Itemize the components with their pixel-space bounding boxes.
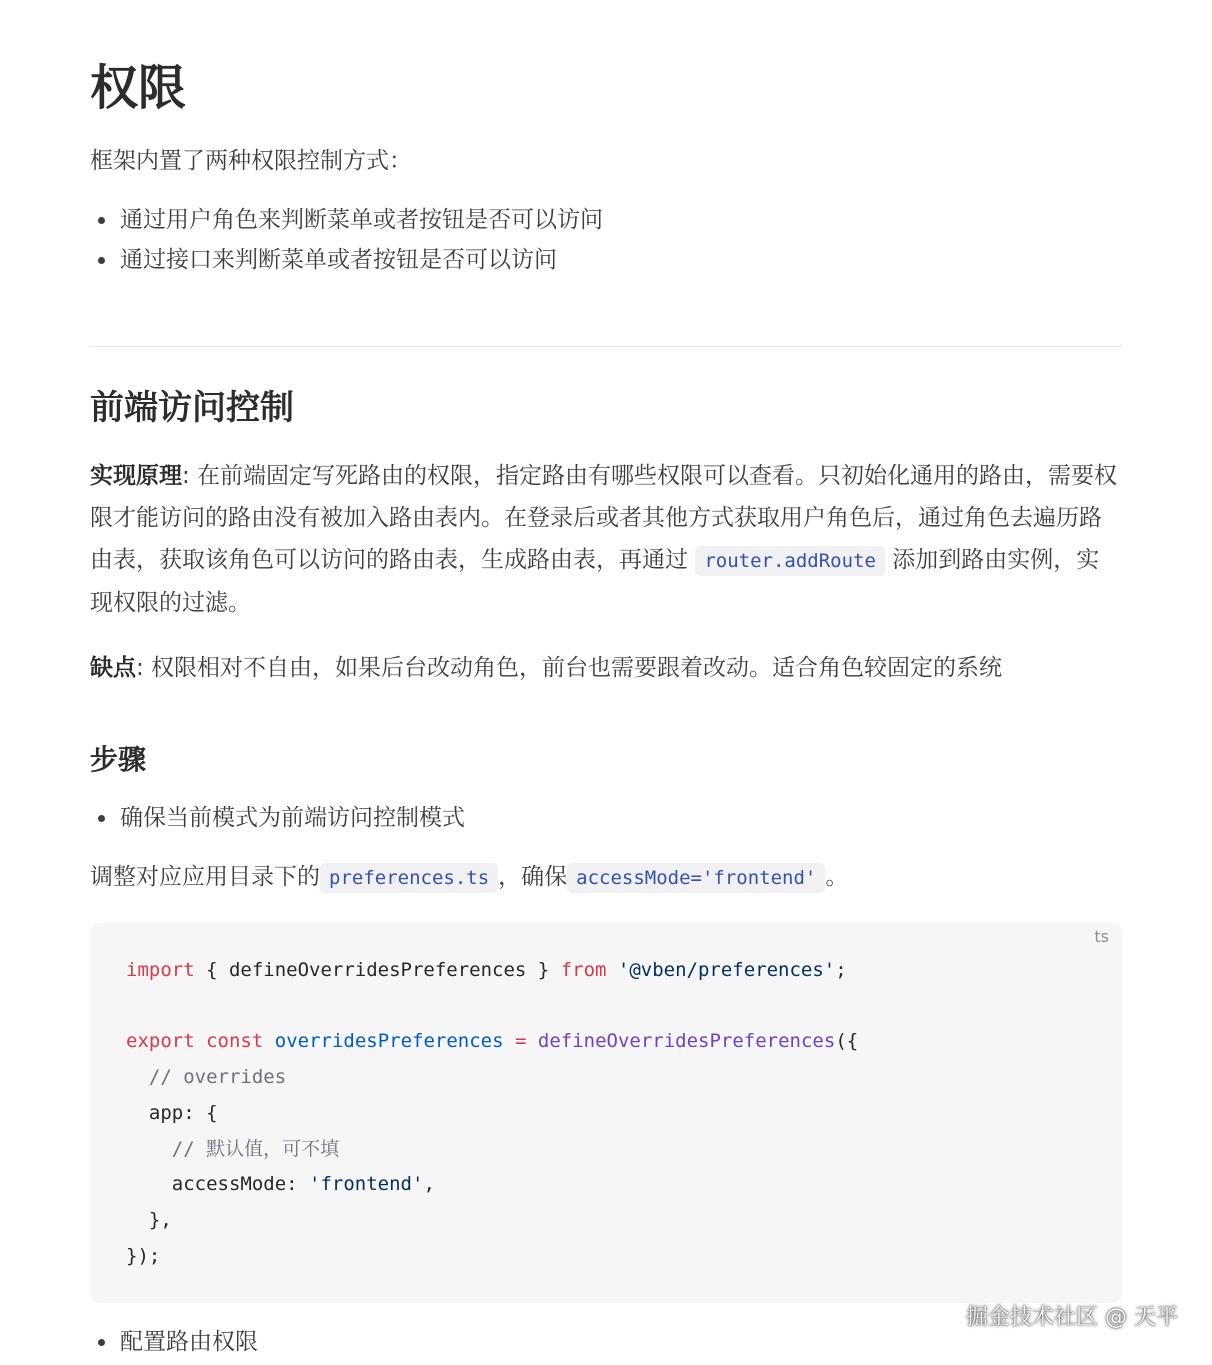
page-title: 权限 [90,60,187,116]
code-operator: = [514,1030,527,1053]
code-string: 'frontend' [309,1173,424,1196]
principle-text: : 在前端固定写死路由的权限，指定路由有哪些权限可以查看。只初始化通用的路由，需要权限才能访问的路由没有被加入路由表内。在登录后或者其他方式获取用户角色后，通过角色去遍历路由表，获取该角色可以访问的路由表，生成路由表，再通过 [90,463,1118,573]
code-function: defineOverridesPreferences [537,1030,836,1053]
adjust-text-end: 。 [825,864,849,890]
section-divider [90,346,1122,347]
drawback-paragraph [90,647,1002,689]
code-language-label: ts [1094,927,1109,946]
code-keyword: const [206,1030,264,1053]
principle-text-end: 添加到路由实例，实现权限的过滤。 [90,547,1100,616]
code-block[interactable] [90,923,1122,1303]
adjust-paragraph [90,856,848,899]
intro-list [90,200,603,280]
steps-list [90,798,465,838]
adjust-text-mid: ，确保 [498,864,568,890]
code-keyword: export [126,1030,195,1053]
drawback-text: : 权限相对不自由，如果后台改动角色，前台也需要跟着改动。适合角色较固定的系统 [136,655,1003,681]
code-comment: // overrides [148,1066,287,1089]
code-keyword: import [126,959,195,981]
steps-list-2 [90,1322,258,1362]
list-item: 通过接口来判断菜单或者按钮是否可以访问 [90,240,603,280]
code-comment: // 默认值，可不填 [171,1137,340,1160]
adjust-text: 调整对应应用目录下的 [90,864,320,890]
inline-code: accessMode='frontend' [567,863,825,893]
code-text: }); [126,1244,161,1267]
inline-code: preferences.ts [320,863,498,893]
list-item: 确保当前模式为前端访问控制模式 [90,798,465,838]
code-text: }, [148,1208,172,1231]
intro-paragraph: 框架内置了两种权限控制方式： [90,148,412,174]
code-text: ({ [835,1030,859,1053]
code-string: '@vben/preferences' [617,959,836,981]
steps-heading: 步骤 [90,743,147,776]
code-text: app: { [148,1101,218,1124]
code-content [126,953,858,1274]
code-text: { defineOverridesPreferences } [194,959,561,981]
inline-code: router.addRoute [695,546,885,576]
list-item: 配置路由权限 [90,1322,258,1362]
principle-paragraph [90,455,1122,624]
watermark: 掘金技术社区 @ 天平 [966,1305,1178,1330]
principle-label: 实现原理 [90,463,182,489]
section-heading: 前端访问控制 [90,388,294,428]
drawback-label: 缺点 [90,655,136,681]
list-item: 通过用户角色来判断菜单或者按钮是否可以访问 [90,200,603,240]
code-text: ; [835,959,847,981]
code-text: , [423,1173,435,1196]
code-keyword: from [560,959,607,981]
code-variable: overridesPreferences [274,1030,504,1053]
code-text: accessMode: [171,1173,310,1196]
